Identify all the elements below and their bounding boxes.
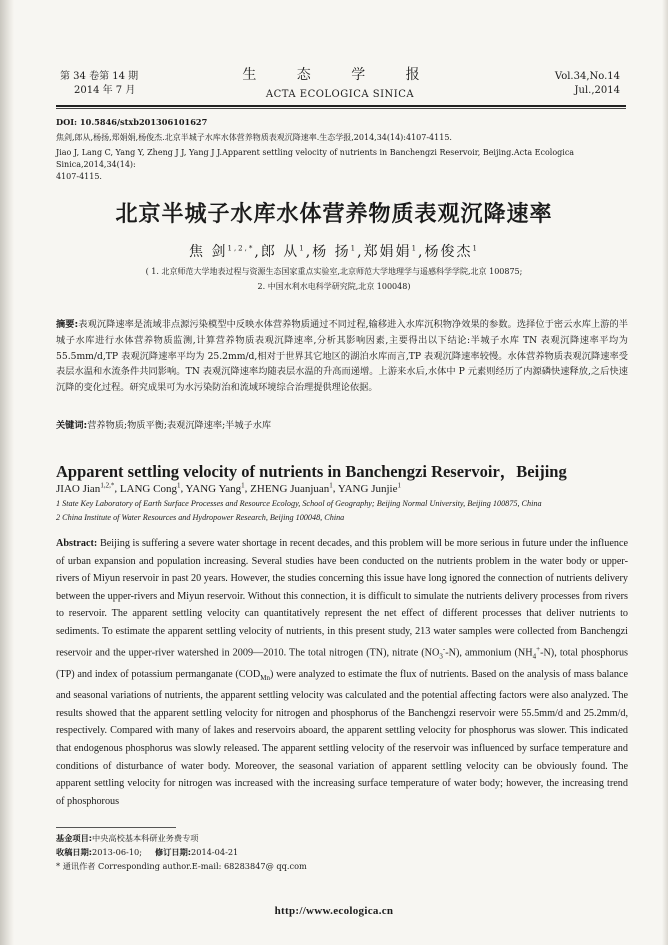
journal-header <box>60 66 620 106</box>
affiliation-cn-1: ( 1. 北京师范大学地表过程与资源生态国家重点实验室,北京师范大学地理学与遥感科学学院,北京 100875; <box>145 267 523 276</box>
citation-en-line2: 4107-4115. <box>56 172 102 181</box>
header-center <box>60 66 620 102</box>
scan-shadow-left <box>0 0 14 945</box>
abstract-cn <box>56 317 628 396</box>
citation-en <box>56 147 622 183</box>
author-cn: 郑娟娟$^1$ <box>363 244 419 260</box>
abstract-cn-label: 摘要: <box>56 319 79 330</box>
footnote-corresponding: * 通讯作者 Corresponding author.E-mail: 68283847@ qq.com <box>56 861 307 871</box>
abstract-en-label: Abstract: <box>56 538 98 549</box>
author-cn: 杨俊杰$^1$ <box>424 244 479 260</box>
volume-en: Vol.34,No.14 <box>554 71 620 82</box>
footnote-rule <box>56 827 176 828</box>
author-cn: 杨 扬$^1$ <box>312 244 358 260</box>
author-cn: 郎 从$^1$ <box>260 244 306 260</box>
affiliation-cn-2: 2. 中国水利水电科学研究院,北京 100048) <box>257 282 411 291</box>
scan-shadow-right <box>662 0 668 945</box>
authors-en: JIAO Jian$^{1,2,*}$, LANG Cong$^1$, YANG Yang$^1$, ZHENG Juanjuan$^1$, YANG Junjie$^1$ <box>56 481 401 495</box>
keywords-cn-label: 关键词: <box>56 420 88 431</box>
abstract-en-part3: -N), total phosphorus (TP) and index of potassium permanganate (COD <box>56 646 628 680</box>
authors-cn: 焦 剑$^{1,2,*}$,郎 从$^1$,杨 扬$^1$,郑娟娟$^1$,杨俊杰$^1$ <box>189 244 479 260</box>
abstract-en-part4: ) were analyzed to estimate the flux of nutrients. Based on the analysis of mass balance and seasonal variations of nutrients, the apparent settling velocity was calculated and the potential affecting factors were also analyzed. The results showed that the apparent settling velocity for nitrogen and phosphorus of the Banchengzi reservoir were 55.5mm/d and 25.2mm/d, respectively. Compared with many of lakes and reservoirs aboard, the apparent settling velocity for phosphorus was slower. This indicated that endogenous phosphorus was slowly released. The apparent settling velocity of the reservoir was influenced by surface temperature and conditions of disturbance of water body. Moreover, the seasonal variation of apparent settling velocity can be obviously found. The apparent settling velocity for nitrogen was increased with the increasing surface temperature of water body; however, the increasing trend of phosphorous <box>56 668 628 807</box>
author-en: YANG Yang$^1$ <box>185 481 245 495</box>
citation-en-line1: Jiao J, Lang C, Yang Y, Zheng J J, Yang J J.Apparent settling velocity of nutrients in Banchengzi Reservoir, Beijing.Acta Ecologica Sinica,2014,34(14): <box>56 148 575 169</box>
abstract-cn-text: 表观沉降速率是流域非点源污染模型中反映水体营养物质通过不同过程,输移进入水库沉积物净效果的参数。选择位于密云水库上游的半城子水库进行水体营养物质监测,计算营养物质表观沉降速率,分析其影响因素,主要得出以下结论:半城子水库 TN 表观沉降速率平均为 55.5mm/d,TP 表观沉降速率平均为 25.2mm/d,相对于世界其它地区的湖泊水库而言,TP 表观沉降速率较慢。水体营养物质表观沉降速率受表层水温和水流条件共同影响。TN 表观沉降速率均随表层水温的升高而递增。上游来水后,水体中 P 元素则经历了内源磷快速释放,之后快速沉降的变化过程。研究成果可为水污染防治和流域环境综合治理提供理论依据。 <box>56 319 628 394</box>
footnote-fund: 基金项目:中央高校基本科研业务费专项 <box>56 833 199 843</box>
journal-name-en: ACTA ECOLOGICA SINICA <box>265 89 415 100</box>
affiliation-en-2: 2 China Institute of Water Resources and Hydropower Research, Beijing 100048, China <box>56 513 345 522</box>
journal-name-cn: 生 态 学 报 <box>242 67 438 83</box>
abstract-en-part1: Beijing is suffering a severe water shortage in recent decades, and this problem will be more serious in future under the influence of urban expansion and population increasing. Several studies have been conducted on the nutrients problem in the water body or upper-rivers of Miyun reservoir in past 20 years. However, the studies concerning this issue have long ignored the connection of nutrients delivery between the upper-rivers and Miyun reservoir. Without this connection, it is difficult to simulate the nutrients delivery processes from rivers to reservoir. The apparent settling velocity can quantitatively represent the net effect of different processes that deliver nutrients to sediments. To estimate the apparent settling velocity of nutrients, in this present study, 213 water samples were collected from Banchengzi reservoir and the upper-river watershed in 2009—2010. The total nitrogen (TN), nitrate (NO <box>56 538 629 658</box>
journal-url[interactable]: http://www.ecologica.cn <box>274 905 394 917</box>
doi-line[interactable]: DOI: 10.5846/stxb201306101627 <box>56 117 208 127</box>
title-cn: 北京半城子水库水体营养物质表观沉降速率 <box>115 202 553 227</box>
keywords-cn <box>56 417 628 431</box>
author-en: LANG Cong$^1$ <box>119 481 181 495</box>
keywords-cn-text: 营养物质;物质平衡;表观沉降速率;半城子水库 <box>87 420 272 431</box>
volume-cn: 第 34 卷第 14 期 <box>60 71 139 82</box>
header-rule-thick <box>56 105 626 107</box>
author-en: JIAO Jian$^{1,2,*}$ <box>56 481 115 495</box>
date-en: Jul.,2014 <box>574 85 620 96</box>
author-cn: 焦 剑$^{1,2,*}$ <box>189 244 255 260</box>
author-en: ZHENG Juanjuan$^1$ <box>250 481 333 495</box>
header-rule-thin <box>56 108 626 109</box>
author-en: YANG Junjie$^1$ <box>337 481 401 495</box>
date-cn: 2014 年 7 月 <box>74 85 136 96</box>
footnote-dates: 收稿日期:2013-06-10; 修订日期:2014-04-21 <box>56 847 239 857</box>
abstract-en-part2: -N), ammonium (NH <box>445 646 533 658</box>
affiliation-en-1: 1 State Key Laboratory of Earth Surface Processes and Resource Ecology, School of Geography; Beijing Normal University, Beijing 100875, China <box>56 499 542 508</box>
citation-cn: 焦剑,郎从,杨扬,郑娟娟,杨俊杰.北京半城子水库水体营养物质表观沉降速率.生态学报,2014,34(14):4107-4115. <box>56 133 452 142</box>
abstract-en: Abstract: Beijing is suffering a severe water shortage in recent decades, and this problem will be more serious in future under the influence of urban expansion and population increasing. Several studies have been conducted on the nutrients problem in the water body or upper-rivers of Miyun reservoir in past 20 years. However, the studies concerning this issue have long ignored the connection of nutrients delivery between the upper-rivers and Miyun reservoir. Without this connection, it is difficult to simulate the nutrients delivery processes from rivers to reservoir. The apparent settling velocity can quantitatively represent the net effect of different processes that deliver nutrients to sediments. To estimate the apparent settling velocity of nutrients, in this present study, 213 water samples were collected from Banchengzi reservoir and the upper-river watershed in 2009—2010. The total nitrogen (TN), nitrate $(NO_3^--N)$, ammonium $(NH_4^+-N)$, total phosphorus (TP) and index of potassium permanganate $(COD_{Mn})$ were analyzed to estimate the flux of nutrients. Based on the analysis of mass balance and seasonal variations of nutrients, the apparent settling velocity was calculated and the potential affecting factors were also analyzed. The results showed that the apparent settling velocity for nitrogen and phosphorus of the Banchengzi reservoir were 55.5mm/d and 25.2mm/d, respectively. Compared with many of lakes and reservoirs aboard, the apparent settling velocity for phosphorus was slower. This indicated that endogenous phosphorus was slowly released. The apparent settling velocity of the reservoir was influenced by surface temperature and conditions of disturbance of water body. Moreover, the seasonal variation of apparent settling velocity can be obviously found. The apparent settling velocity for nitrogen was increased with the increasing surface temperature of water body; however, the increasing trend of phosphorous <box>56 538 629 807</box>
title-en: Apparent settling velocity of nutrients in Banchengzi Reservoir，Beijing <box>56 462 567 481</box>
header-right <box>555 70 620 98</box>
